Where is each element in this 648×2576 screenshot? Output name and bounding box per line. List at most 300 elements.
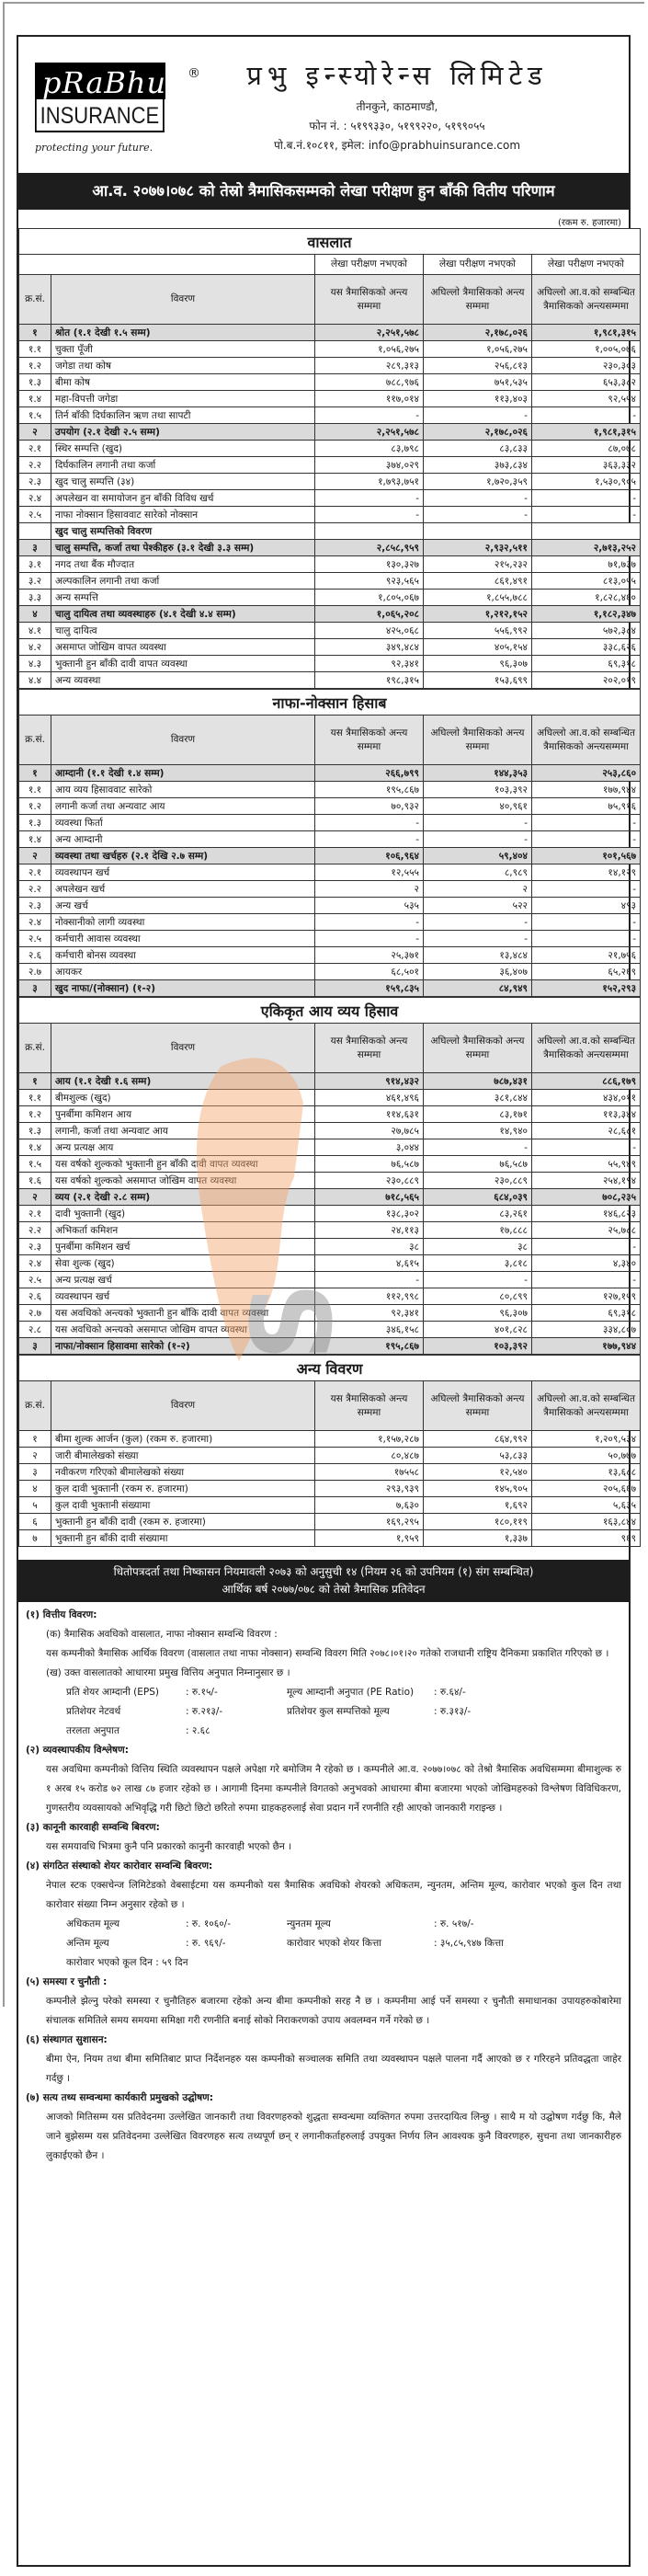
row-description: महा-विपत्ती जगेडा xyxy=(51,391,315,407)
row-value: ८०,४८७ xyxy=(315,1448,424,1464)
table-row xyxy=(19,358,641,374)
row-value: ४०,९६१ xyxy=(424,798,532,815)
row-number: ६ xyxy=(19,1514,51,1530)
company-logo xyxy=(35,63,200,154)
row-value: ११७,०१४ xyxy=(315,391,424,407)
row-value: - xyxy=(315,490,424,507)
report-title: आ.व. २०७७।०७८ को तेस्रो त्रैमासिकसम्मको लेखा परीक्षण हुन बाँकी वितीय परिणाम xyxy=(18,173,629,210)
row-description: सेवा शुल्क (खुद) xyxy=(51,1255,315,1272)
ratio-label: तरलता अनुपात xyxy=(66,1725,119,1736)
row-value: १३,४८४ xyxy=(424,947,532,964)
logo-insurance: INSURANCE xyxy=(35,99,165,132)
row-value: - xyxy=(424,507,532,523)
column-header: यस त्रैमासिकको अन्त्य सम्ममा xyxy=(315,1024,424,1073)
row-number: २.२ xyxy=(19,457,51,474)
row-value: १४,९४० xyxy=(424,1123,532,1139)
section-title: नाफा-नोक्सान हिसाब xyxy=(19,690,641,716)
row-value: २५,३७१ xyxy=(315,947,424,964)
row-description: आयकर xyxy=(51,964,315,980)
row-number: ३ xyxy=(19,1464,51,1481)
row-value xyxy=(424,523,532,540)
section-title: एकिकृत आय व्यय हिसाव xyxy=(19,998,641,1024)
row-description: नवीकरण गरिएको बीमालेखको संख्या xyxy=(51,1464,315,1481)
row-value: ५२२ xyxy=(424,898,532,914)
row-value: २३०,८८९ xyxy=(424,1173,532,1189)
row-number: १.१ xyxy=(19,1090,51,1106)
row-value: २,७१३,२५२ xyxy=(532,540,641,556)
row-number: १.१ xyxy=(19,782,51,798)
row-number: २.५ xyxy=(19,507,51,523)
row-value: - xyxy=(532,1139,641,1156)
row-value: १९५,८६७ xyxy=(315,1338,424,1355)
row-value: १४५,९०५ xyxy=(424,1481,532,1497)
row-value: ७१,७३७ xyxy=(532,556,641,573)
blank-cell xyxy=(19,255,315,275)
row-description: व्यय (२.१ देखी २.८ सम्म) xyxy=(51,1189,315,1206)
table-row xyxy=(19,606,641,623)
row-value: ७०८,२३५ xyxy=(532,1189,641,1206)
row-value: १३०,३२७ xyxy=(315,556,424,573)
row-description: यस अवधिको अन्त्यको भुक्तानी हुन बाँकि दावी वापत व्यवस्था xyxy=(51,1305,315,1322)
row-number: १.३ xyxy=(19,815,51,831)
section-legal-text: यस समयावधि भित्रमा कुनै पनि प्रकारको कानुनी कारवाही भएको छैन । xyxy=(46,1841,292,1852)
table-row xyxy=(19,639,641,656)
row-value: २६६,७९९ xyxy=(315,765,424,782)
row-description: नाफा/नोक्सान हिसावमा सारेको (१-२) xyxy=(51,1338,315,1355)
table-row xyxy=(19,1431,641,1448)
row-number: २.१ xyxy=(19,441,51,457)
other-details-table xyxy=(18,1355,641,1547)
row-description: यस अवधिको अन्त्यको असमाप्त जोखिम वापत व्यवस्था xyxy=(51,1322,315,1338)
row-value: ९२३,५६५ xyxy=(315,573,424,590)
row-value: २,१७८,०२६ xyxy=(424,424,532,441)
row-description: कुल दावी भुक्तानी संख्यामा xyxy=(51,1497,315,1514)
row-value: ४९३ xyxy=(532,898,641,914)
row-number: ४ xyxy=(19,1481,51,1497)
row-value: ८६४,९९२ xyxy=(424,1431,532,1448)
row-description: व्यवस्थापन खर्च xyxy=(51,864,315,881)
row-value: - xyxy=(532,931,641,947)
row-value: ३३८,६२६ xyxy=(532,639,641,656)
row-value: - xyxy=(532,1239,641,1255)
company-phone: फोन नं. : ५१९९३३०, ५१९९२२०, ५१९९०५५ xyxy=(309,120,485,132)
company-info xyxy=(175,57,620,153)
row-number: २ xyxy=(19,1448,51,1464)
table-row xyxy=(19,931,641,947)
row-number: २.१ xyxy=(19,864,51,881)
tables-container xyxy=(18,228,637,1560)
row-number: १.१ xyxy=(19,341,51,358)
table-row xyxy=(19,1497,641,1514)
section-management-text: यस अवधिमा कम्पनीको वित्तिय स्थिति व्यवस्थापन पक्षले अपेक्षा गरे बमोजिम नै रहेको छ । कम्पनीले आ.व. २०७७।०७८ को तेश्रो त्रैमासिक अवधिसम्ममा बीमाशुल्क रु १ अरब १५ करोड ७२ लाख ८७ हजार रहेको छ । आगामी दिनमा कम्पनीले विगतको अनुभवको आधारमा बीमा बजारमा भएको जोखिमहरुको विश्लेषण विविधिकरण, गुणस्तरीय व्यवसायको अभिवृद्धि गरी छिटो छिटो छरितो रुपमा ग्राहकहरुलाई सेवा प्रदान गर्ने रणनीति रही आएको जानकारी गराइन्छ । xyxy=(46,1764,621,1814)
row-value: ९१४,४३२ xyxy=(315,1073,424,1090)
row-value: - xyxy=(424,1139,532,1156)
row-value: १८०,११९ xyxy=(424,1514,532,1530)
row-value: २,१७८,०२६ xyxy=(424,325,532,341)
row-value: ४,६१५ xyxy=(315,1255,424,1272)
row-value: १,९८१,३१५ xyxy=(532,424,641,441)
row-description: अभिकर्ता कमिशन xyxy=(51,1222,315,1239)
row-value xyxy=(315,523,424,540)
row-value: १,९५९ xyxy=(315,1530,424,1547)
row-number: ३ xyxy=(19,1338,51,1355)
row-value: ७८८,९७६ xyxy=(315,374,424,391)
row-value: ५३,८३३ xyxy=(424,1448,532,1464)
row-value: १५२,२९३ xyxy=(532,980,641,997)
row-value: ७६,५८७ xyxy=(424,1156,532,1173)
row-value: १,६९२ xyxy=(424,1497,532,1514)
section-title: अन्य विवरण xyxy=(19,1356,641,1381)
column-header: क्र.सं. xyxy=(19,1381,51,1431)
row-value: ३८१,८४४ xyxy=(424,1090,532,1106)
row-value: १६३,८४४ xyxy=(532,1514,641,1530)
row-value: ६९,३१८ xyxy=(532,1305,641,1322)
row-description: चालु सम्पत्ति, कर्जा तथा पेश्कीहरु (३.१ देखी ३.३ सम्म) xyxy=(51,540,315,556)
table-row xyxy=(19,441,641,457)
row-value: ८३,८३३ xyxy=(424,441,532,457)
column-header: क्र.सं. xyxy=(19,1024,51,1073)
row-value: ४३४,०११ xyxy=(532,1090,641,1106)
row-value: १०१,५६७ xyxy=(532,848,641,864)
row-number: ३.३ xyxy=(19,590,51,606)
row-description: व्यवस्था फिर्ता xyxy=(51,815,315,831)
row-value: १,२१२,१५२ xyxy=(424,606,532,623)
row-value: १०३,३९२ xyxy=(424,782,532,798)
row-value: ७५,९१६ xyxy=(532,798,641,815)
table-row xyxy=(19,391,641,407)
row-value: १५९,८३५ xyxy=(315,980,424,997)
column-header: अघिल्लो आ.व.को सम्बन्धित त्रैमासिकको अन्त्यसम्ममा xyxy=(532,1024,641,1073)
row-description: कुल दावी भुक्तानी (रकम रु. हजारमा) xyxy=(51,1481,315,1497)
ratio-label: प्रतिशेयर कुल सम्पत्तिको मूल्य xyxy=(287,1706,390,1717)
row-value: - xyxy=(532,881,641,898)
row-value: १६९,२९५ xyxy=(315,1514,424,1530)
share-value: : रु. ९६९/- xyxy=(186,1938,226,1949)
row-number: २.८ xyxy=(19,1322,51,1338)
row-value: २७,७८५ xyxy=(315,1123,424,1139)
row-number: १.२ xyxy=(19,358,51,374)
row-value: ५७२,३८४ xyxy=(532,623,641,639)
row-description: अन्य व्यवस्था xyxy=(51,672,315,689)
share-label: न्युनतम मूल्य xyxy=(287,1918,331,1929)
row-value: १,३३७ xyxy=(424,1530,532,1547)
row-description: स्थिर सम्पत्ति (खुद) xyxy=(51,441,315,457)
row-description: भुक्तानी हुन बाँकी दावी (रकम रु. हजारमा) xyxy=(51,1514,315,1530)
share-value: : रु. १०६०/- xyxy=(186,1918,231,1929)
row-value: १,८०५,०६७ xyxy=(315,590,424,606)
row-number: २.४ xyxy=(19,1255,51,1272)
row-value: ८,९८९ xyxy=(424,864,532,881)
row-description: यस वर्षको शुल्कको असमाप्त जोखिम वापत व्यवस्था xyxy=(51,1173,315,1189)
row-value: २५४,१९४ xyxy=(532,1173,641,1189)
row-number: १.२ xyxy=(19,1106,51,1123)
row-value: २५६,८१३ xyxy=(424,358,532,374)
table-row xyxy=(19,798,641,815)
row-description: श्रोत (१.१ देखी १.५ सम्म) xyxy=(51,325,315,341)
row-description: अपलेखन खर्च xyxy=(51,881,315,898)
row-value: १,००५,०७६ xyxy=(532,341,641,358)
table-row xyxy=(19,914,641,931)
row-value: - xyxy=(424,407,532,424)
row-value: ३,०४४ xyxy=(315,1139,424,1156)
share-label: अन्तिम मूल्य xyxy=(66,1938,109,1949)
section-1a-heading: (क) त्रैमासिक अवधिको वासलात, नाफा नोक्सान सम्वन्धि विवरण : xyxy=(46,1629,278,1640)
row-value: ९६,३०७ xyxy=(424,656,532,672)
row-number: १.३ xyxy=(19,374,51,391)
row-value: १३८,३०२ xyxy=(315,1206,424,1222)
row-value: १०६,९६४ xyxy=(315,848,424,864)
row-value: ११३,४०३ xyxy=(424,391,532,407)
row-value: ७५१,५३५ xyxy=(424,374,532,391)
row-value: - xyxy=(424,914,532,931)
row-value: ९२,५५४ xyxy=(532,391,641,407)
row-description: व्यवस्थापन खर्च xyxy=(51,1288,315,1305)
row-number: २.२ xyxy=(19,1222,51,1239)
row-value: २,२५१,५७८ xyxy=(315,325,424,341)
table-row xyxy=(19,947,641,964)
row-description: बीमा कोष xyxy=(51,374,315,391)
row-value: २३०,८८९ xyxy=(315,1173,424,1189)
row-value: १,२०९,५३४ xyxy=(532,1431,641,1448)
table-row xyxy=(19,1338,641,1355)
registered-icon: ® xyxy=(188,66,200,81)
column-header: अघिल्लो त्रैमासिकको अन्त्य सम्ममा xyxy=(424,716,532,765)
column-header: अघिल्लो आ.व.को सम्बन्धित त्रैमासिकको अन्त्यसम्ममा xyxy=(532,275,641,325)
row-number: २.६ xyxy=(19,947,51,964)
row-description: लगानी, कर्जा तथा अन्यवाट आय xyxy=(51,1123,315,1139)
row-description: उपयोग (२.१ देखी २.५ सम्म) xyxy=(51,424,315,441)
table-row xyxy=(19,831,641,848)
row-description: चालु दायित्व xyxy=(51,623,315,639)
logo-wordmark: pRaBhu xyxy=(35,63,165,99)
row-value: १,०५६,२७५ xyxy=(424,341,532,358)
row-description: नगद तथा बैंक मौज्दात xyxy=(51,556,315,573)
row-value: ८८६,१७९ xyxy=(532,1073,641,1090)
row-value: ५५,९४९ xyxy=(532,1156,641,1173)
row-value: - xyxy=(532,831,641,848)
row-value: १९५,८६७ xyxy=(315,782,424,798)
ratio-value: : रु.३१३/- xyxy=(434,1706,472,1717)
row-description: नाफा नोक्सान हिसाववाट सारेको नोक्सान xyxy=(51,507,315,523)
section-shares-heading: (४) संगठित संस्थाको शेयर कारोवार सम्वन्धि बिवरण: xyxy=(26,1860,213,1872)
row-value: ७६,५८७ xyxy=(315,1156,424,1173)
section-challenges-heading: (५) समस्या र चुनौती : xyxy=(26,1976,108,1987)
row-description: आय (१.१ देखी १.६ सम्म) xyxy=(51,1073,315,1090)
section-challenges-text: कम्पनीले झेल्नु परेको समस्या र चुनौतिहरु बजारमा रहेको अन्य बीमा कम्पनीको सरह नै छ । कम्पनीमा आई पर्ने समस्या र चुनौती समाधानका उपायहरुकोबारेमा संचालक समितिले समय समयमा समिक्षा गरी रणनीति बनाई सोको निराकरणको उपाय अवलम्वन गर्ने गरेको छ । xyxy=(46,1996,621,2026)
row-value: ३८ xyxy=(315,1239,424,1255)
row-description: बीमशुल्क (खुद) xyxy=(51,1090,315,1106)
section-1a-text: यस कम्पनीको त्रैमासिक आर्थिक विवरण (वासलात तथा नाफा नोक्सान) सम्वन्धि विवरग मिति २०७८।०१।२० गतेको राजधानी राष्ट्रिय दैनिकमा प्रकाशित गरिएको छ । xyxy=(46,1648,609,1659)
table-row xyxy=(19,1206,641,1222)
row-number: ३.१ xyxy=(19,556,51,573)
table-row xyxy=(19,980,641,997)
row-value xyxy=(532,523,641,540)
table-row xyxy=(19,523,641,540)
section-governance-text: बीमा ऐन, नियम तथा बीमा समितिबाट प्राप्त निर्देशनहरु यस कम्पनीको सञ्चालक समिति तथा व्यवस्थापन पक्षले पालना गर्दै आएको छ र गरिरहने प्रतिवद्धता जाहेर गर्दछु । xyxy=(46,2054,621,2084)
row-value: १,८५५,७८८ xyxy=(424,590,532,606)
row-value: २८९,३१३ xyxy=(315,358,424,374)
column-header: विवरण xyxy=(51,1024,315,1073)
row-value: १,१५७,२८७ xyxy=(315,1431,424,1448)
row-value: १४४,३५३ xyxy=(424,765,532,782)
ratio-value: : रु.६४/- xyxy=(434,1687,466,1698)
row-value: २९३,९३९ xyxy=(315,1481,424,1497)
trade-days: कारोवार भएको कूल दिन : ५९ दिन xyxy=(66,1957,188,1968)
share-label: कारोवार भएको शेयर कित्ता xyxy=(287,1938,381,1949)
section-governance-heading: (६) संस्थागत सुशासन: xyxy=(26,2034,108,2045)
table-row xyxy=(19,1305,641,1322)
row-value: २,८५८,९५९ xyxy=(315,540,424,556)
table-row xyxy=(19,1090,641,1106)
table-row xyxy=(19,1123,641,1139)
table-row xyxy=(19,964,641,980)
row-value: ३४९,४८४ xyxy=(315,639,424,656)
row-value: - xyxy=(315,407,424,424)
table-row xyxy=(19,490,641,507)
row-value: ८१३,०५५ xyxy=(532,573,641,590)
ratio-label: प्रतिशेयर नेटवर्थ xyxy=(66,1706,121,1717)
row-description: लगानी कर्जा तथा अन्यवाट आय xyxy=(51,798,315,815)
row-value: - xyxy=(424,931,532,947)
row-description: जगेडा तथा कोष xyxy=(51,358,315,374)
row-value: ९६,३०७ xyxy=(424,1305,532,1322)
ratios-grid xyxy=(26,1683,621,1741)
row-number: ४.२ xyxy=(19,639,51,656)
row-value: १५३,६९९ xyxy=(424,672,532,689)
row-value: १७७,९४४ xyxy=(532,1338,641,1355)
table-row xyxy=(19,1239,641,1255)
row-value: ३७३,८३४ xyxy=(424,457,532,474)
row-value: - xyxy=(424,490,532,507)
row-description: पुनर्बीमा कमिशन आय xyxy=(51,1106,315,1123)
company-po-email: पो.ब.नं.१०८११, इमेल: info@prabhuinsurance.com xyxy=(273,139,521,152)
row-value: - xyxy=(315,831,424,848)
row-value: ५,६३५ xyxy=(532,1497,641,1514)
row-description: खुद चालु सम्पत्ति (३४) xyxy=(51,474,315,490)
section-shares-text: नेपाल स्टक एक्सचेन्ज लिमिटेडको वेबसाईटमा यस कम्पनीको यस त्रैमासिक अवधिको शेयरको अधिकतम, न्युनतम, अन्तिम मूल्य, कारोवार भएको कुल दिन तथा कारोवार संख्या निम्न अनुसार रहेको छ । xyxy=(46,1880,621,1910)
table-row xyxy=(19,1073,641,1090)
table-row xyxy=(19,556,641,573)
row-number: २ xyxy=(19,424,51,441)
row-value: ३७४,०२९ xyxy=(315,457,424,474)
row-value: १,०५६,२७५ xyxy=(315,341,424,358)
row-value: २१५,२३२ xyxy=(424,556,532,573)
table-row xyxy=(19,474,641,490)
row-value: ११२,९९८ xyxy=(315,1288,424,1305)
row-description: असमाप्त जोखिम वापत व्यवस्था xyxy=(51,639,315,656)
share-label: अधिकतम मूल्य xyxy=(66,1918,120,1929)
row-value: १,०६५,२०८ xyxy=(315,606,424,623)
row-value: २१,७५६ xyxy=(532,947,641,964)
row-number: ३.२ xyxy=(19,573,51,590)
column-header: विवरण xyxy=(51,275,315,325)
row-value: १७५५८ xyxy=(315,1464,424,1481)
row-value: ५३५ xyxy=(315,898,424,914)
table-row xyxy=(19,1222,641,1239)
row-number: ३ xyxy=(19,540,51,556)
row-number: २ xyxy=(19,848,51,864)
row-description: भुक्तानी हुन बाँकी दावी संख्यामा xyxy=(51,1530,315,1547)
section-title: वासलात xyxy=(19,229,641,255)
row-value: २५३,८६० xyxy=(532,765,641,782)
row-number: १.६ xyxy=(19,1173,51,1189)
ratio-value: : रु.२१३/- xyxy=(186,1706,223,1717)
company-address: तीनकुने, काठमाण्डौ, xyxy=(356,100,438,113)
row-description: कर्मचारी बोनस व्यवस्था xyxy=(51,947,315,964)
row-value: १२,५४० xyxy=(424,1464,532,1481)
row-number xyxy=(19,523,51,540)
row-value: ४०५,१५४ xyxy=(424,639,532,656)
report-bar-line1: धितोपत्रदर्ता तथा निष्कासन नियमावली २०७३ को अनुसुची १४ (नियम २६ को उपनियम (१) संग सम्बन्धित) xyxy=(113,1565,534,1578)
row-value: ७,६३० xyxy=(315,1497,424,1514)
table-row xyxy=(19,341,641,358)
unit-note: (रकम रु. हजारमा) xyxy=(557,218,621,228)
section-financial-heading: (१) वित्तीय विवरण: xyxy=(26,1609,97,1620)
row-value: - xyxy=(532,1272,641,1288)
row-description: पुनर्बीमा कमिशन खर्च xyxy=(51,1239,315,1255)
table-row xyxy=(19,1530,641,1547)
column-header: क्र.सं. xyxy=(19,275,51,325)
table-row xyxy=(19,815,641,831)
row-value: १,९८१,३१५ xyxy=(532,325,641,341)
row-value: १४६,८२३ xyxy=(532,1206,641,1222)
row-value: ८३,२६१ xyxy=(424,1206,532,1222)
row-value: २०२,०१९ xyxy=(532,672,641,689)
row-number: १.३ xyxy=(19,1123,51,1139)
row-number: १ xyxy=(19,325,51,341)
row-value: ९६९ xyxy=(532,1530,641,1547)
row-number: १.५ xyxy=(19,407,51,424)
table-row xyxy=(19,507,641,523)
row-number: २.२ xyxy=(19,881,51,898)
row-description: अन्य आम्दानी xyxy=(51,831,315,848)
row-value: ११४,६३१ xyxy=(315,1106,424,1123)
column-header: यस त्रैमासिकको अन्त्य सम्ममा xyxy=(315,1381,424,1431)
table-row xyxy=(19,672,641,689)
ratio-value: : २.६८ xyxy=(186,1725,210,1736)
row-value: - xyxy=(532,407,641,424)
column-header: विवरण xyxy=(51,1381,315,1431)
row-number: ३ xyxy=(19,980,51,997)
row-value: १,७९३,७५१ xyxy=(315,474,424,490)
row-value: ६५,२६९ xyxy=(532,964,641,980)
shares-grid xyxy=(26,1915,621,1953)
share-value: : ३५,८५,९४७ कित्ता xyxy=(434,1938,504,1949)
row-description: कर्मचारी आवास व्यवस्था xyxy=(51,931,315,947)
section-management-heading: (२) व्यवस्थापकीय विश्लेषण: xyxy=(26,1745,129,1756)
row-value: ३,८१८ xyxy=(424,1255,532,1272)
table-row xyxy=(19,881,641,898)
row-value: - xyxy=(315,815,424,831)
row-description: खुद नाफा/(नोक्सान) (१-२) xyxy=(51,980,315,997)
row-number: ४.१ xyxy=(19,623,51,639)
row-value: ३४६,१५८ xyxy=(315,1322,424,1338)
row-value: २४,११३ xyxy=(315,1222,424,1239)
row-value: - xyxy=(532,490,641,507)
column-header: क्र.सं. xyxy=(19,716,51,765)
table-row xyxy=(19,1481,641,1497)
row-value: १४,१२९ xyxy=(532,864,641,881)
row-value: ७८७,४३१ xyxy=(424,1073,532,1090)
table-row xyxy=(19,1322,641,1338)
row-number: १ xyxy=(19,1431,51,1448)
row-value: ९२,३४१ xyxy=(315,656,424,672)
row-description: आय व्यय हिसाववाट सारेको xyxy=(51,782,315,798)
row-value: ४२५,०६८ xyxy=(315,623,424,639)
row-value: २०५,६६७ xyxy=(532,1481,641,1497)
row-value: ८३,७९८ xyxy=(315,441,424,457)
table-row xyxy=(19,1189,641,1206)
